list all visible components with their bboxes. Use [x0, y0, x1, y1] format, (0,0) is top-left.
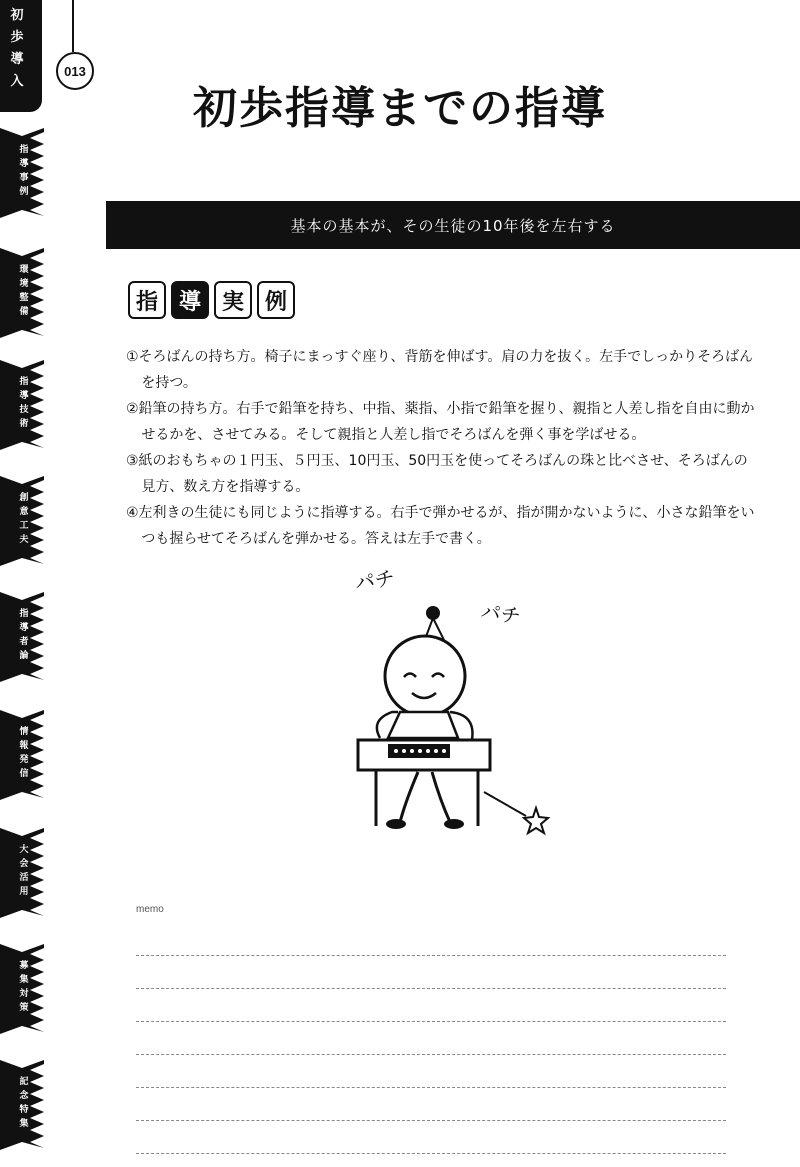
side-nav-char: 夫 — [19, 535, 29, 545]
side-nav-char: 用 — [19, 887, 29, 897]
memo-line — [136, 956, 726, 989]
side-nav-char: 事 — [19, 173, 29, 183]
side-nav-item[interactable] — [0, 944, 44, 1034]
side-nav-char: 会 — [19, 859, 29, 869]
side-nav-char: 環 — [19, 265, 29, 275]
chapter-tab-char: 導 — [10, 52, 24, 67]
side-nav-item[interactable] — [0, 248, 44, 338]
side-nav-char: 導 — [19, 623, 29, 633]
side-nav-char: 活 — [19, 873, 29, 883]
abacus-character-illustration — [340, 560, 580, 844]
section-heading-char: 導 — [171, 281, 209, 319]
side-nav-char: 指 — [19, 377, 29, 387]
memo-label: memo — [136, 904, 164, 915]
side-nav-char: 意 — [19, 507, 29, 517]
side-nav-item[interactable] — [0, 476, 44, 566]
side-nav-char: 信 — [19, 769, 29, 779]
memo-line — [136, 1055, 726, 1088]
side-nav — [0, 120, 48, 1167]
memo-line — [136, 1121, 726, 1154]
side-nav-char: 技 — [19, 405, 29, 415]
side-nav-char: 募 — [19, 961, 29, 971]
paragraph: ②鉛筆の持ち方。右手で鉛筆を持ち、中指、薬指、小指で鉛筆を握り、親指と人差し指を自由に動かせるかを、させてみる。そして親指と人差し指でそろばんを弾く事を学ばせる。 — [126, 401, 755, 443]
chapter-tab-char: 歩 — [10, 30, 24, 45]
page-title: 初歩指導までの指導 — [193, 83, 607, 134]
page-number-line — [72, 0, 74, 52]
memo-line — [136, 1088, 726, 1121]
side-nav-char: 指 — [19, 609, 29, 619]
side-nav-char: 集 — [19, 1119, 29, 1129]
side-nav-char: 発 — [19, 755, 29, 765]
side-nav-char: 対 — [19, 989, 29, 999]
side-nav-char: 術 — [19, 419, 29, 429]
side-nav-char: 特 — [19, 1105, 29, 1115]
side-nav-item[interactable] — [0, 710, 44, 800]
page-number: 013 — [56, 52, 94, 90]
paragraph: ①そろばんの持ち方。椅子にまっすぐ座り、背筋を伸ばす。肩の力を抜く。左手でしっかりそろばんを持つ。 — [126, 349, 754, 391]
paragraph: ③紙のおもちゃの１円玉、５円玉、10円玉、50円玉を使ってそろばんの珠と比べさせ、そろばんの見方、数え方を指導する。 — [126, 453, 748, 495]
chapter-tab-char: 入 — [10, 74, 24, 89]
section-heading-char: 指 — [128, 281, 166, 319]
side-nav-item[interactable] — [0, 360, 44, 450]
side-nav-char: 境 — [19, 279, 29, 289]
side-nav-char: 大 — [19, 845, 29, 855]
side-nav-char: 論 — [19, 651, 29, 661]
side-nav-char: 導 — [19, 159, 29, 169]
side-nav-char: 工 — [19, 521, 29, 531]
side-nav-char: 導 — [19, 391, 29, 401]
side-nav-char: 創 — [19, 493, 29, 503]
side-nav-char: 指 — [19, 145, 29, 155]
side-nav-char: 記 — [19, 1077, 29, 1087]
side-nav-item[interactable] — [0, 828, 44, 918]
side-nav-char: 者 — [19, 637, 29, 647]
side-nav-item[interactable] — [0, 592, 44, 682]
memo-line — [136, 989, 726, 1022]
side-nav-char: 策 — [19, 1003, 29, 1013]
side-nav-char: 整 — [19, 293, 29, 303]
section-heading — [128, 281, 295, 319]
sound-effect-right: パチ — [479, 599, 523, 629]
side-nav-char: 例 — [19, 187, 29, 197]
memo-line — [136, 1022, 726, 1055]
side-nav-char: 念 — [19, 1091, 29, 1101]
side-nav-char: 備 — [19, 307, 29, 317]
side-nav-item[interactable] — [0, 1060, 44, 1150]
side-nav-char: 情 — [19, 727, 29, 737]
body-text — [126, 344, 756, 552]
sound-effect-left: パチ — [353, 565, 397, 595]
paragraph: ④左利きの生徒にも同じように指導する。右手で弾かせるが、指が開かないように、小さな鉛筆をいつも握らせてそろばんを弾かせる。答えは左手で書く。 — [126, 505, 755, 547]
side-nav-char: 集 — [19, 975, 29, 985]
side-nav-item[interactable] — [0, 128, 44, 218]
side-nav-char: 報 — [19, 741, 29, 751]
memo-area — [136, 904, 726, 1154]
section-heading-char: 実 — [214, 281, 252, 319]
memo-line — [136, 923, 726, 956]
subtitle-text: 基本の基本が、その生徒の10年後を左右する — [290, 216, 616, 235]
chapter-tab-char: 初 — [10, 8, 24, 23]
section-heading-char: 例 — [257, 281, 295, 319]
subtitle-bar — [106, 201, 800, 249]
